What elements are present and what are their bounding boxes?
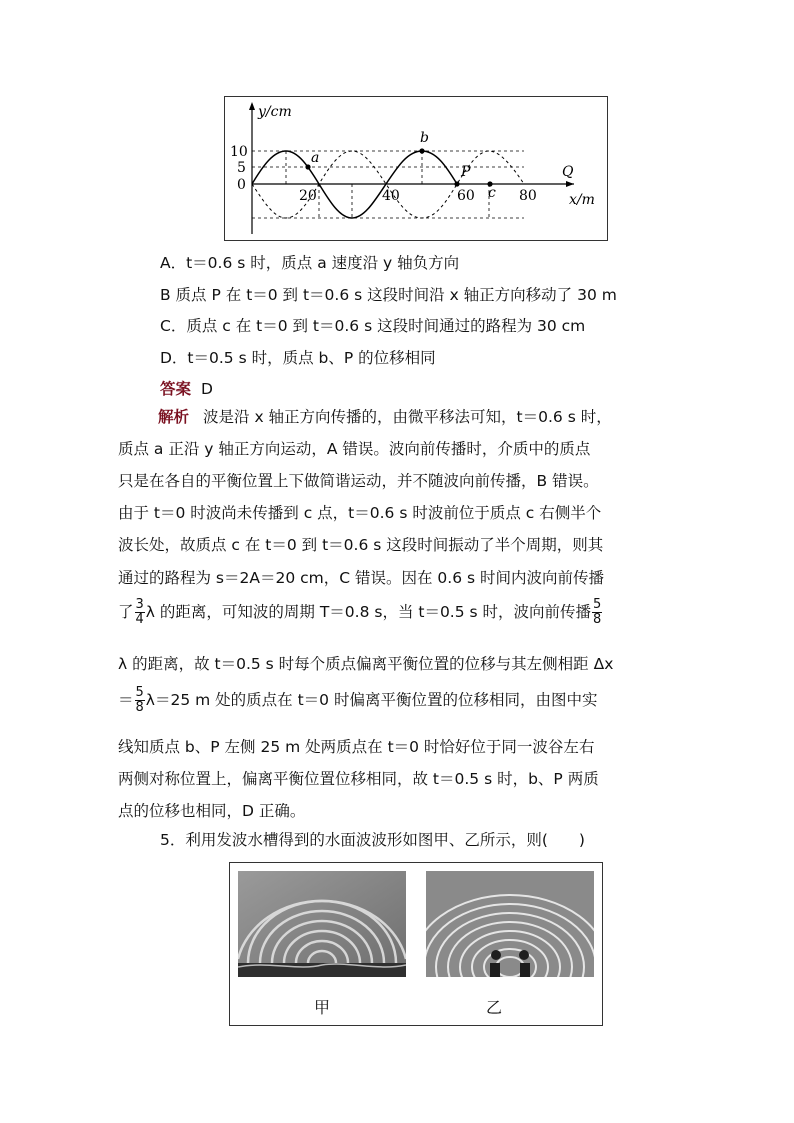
analysis-line-3: 只是在各自的平衡位置上下做简谐运动，并不随波向前传播，B 错误。 <box>118 472 599 490</box>
y-tick-10: 10 <box>230 144 248 160</box>
fraction-5-8 <box>592 598 602 627</box>
analysis-label: 解析 <box>158 408 190 426</box>
point-p-label: P <box>461 164 471 180</box>
frac-num: 5 <box>135 685 144 700</box>
point-b-dot <box>419 148 424 153</box>
y-tick-5: 5 <box>237 160 246 176</box>
x-axis-label: x/m <box>569 192 595 208</box>
analysis-line-4: 由于 t＝0 时波尚未传播到 c 点，t＝0.6 s 时波前位于质点 c 右侧半个 <box>118 504 602 522</box>
analysis-line-5: 波长处，故质点 c 在 t＝0 到 t＝0.6 s 这段时间振动了半个周期，则其 <box>118 536 604 554</box>
analysis-line-2: 质点 a 正沿 y 轴正方向运动，A 错误。波向前传播时，介质中的质点 <box>118 440 591 458</box>
option-d: D．t＝0.5 s 时，质点 b、P 的位移相同 <box>160 348 436 367</box>
analysis-line-10: 线知质点 b、P 左侧 25 m 处两质点在 t＝0 时恰好位于同一波谷左右 <box>118 738 595 756</box>
ripple-photo-left <box>238 871 406 977</box>
frac-num: 5 <box>593 597 602 612</box>
frac-num: 3 <box>135 597 144 612</box>
answer-line <box>160 374 680 406</box>
point-a-dot <box>305 164 310 169</box>
x-tick-20: 20 <box>299 188 317 204</box>
line7-prefix: 了 <box>118 603 134 621</box>
interference-photo-right <box>426 871 594 977</box>
caption-jia: 甲 <box>314 998 331 1017</box>
option-a: A．t＝0.6 s 时，质点 a 速度沿 y 轴负方向 <box>160 254 460 272</box>
analysis-line-9 <box>118 686 678 715</box>
y-tick-0: 0 <box>237 177 246 193</box>
analysis-line-7 <box>118 598 678 627</box>
caption-yi: 乙 <box>486 998 503 1017</box>
frac-den: 8 <box>135 700 144 715</box>
frac-den: 8 <box>593 612 602 627</box>
point-c-label: c <box>488 185 496 201</box>
point-q-label: Q <box>562 164 574 180</box>
analysis-line-6: 通过的路程为 s＝2A＝20 cm，C 错误。因在 0.6 s 时间内波向前传播 <box>118 569 604 587</box>
line7-text: λ 的距离，可知波的周期 T＝0.8 s，当 t＝0.5 s 时，波向前传播 <box>145 603 592 621</box>
x-tick-40: 40 <box>382 188 400 204</box>
point-p-dot <box>454 181 459 186</box>
point-b-label: b <box>420 130 429 146</box>
answer-value: D <box>201 380 213 398</box>
x-tick-80: 80 <box>519 188 537 204</box>
answer-label: 答案 <box>160 380 192 398</box>
frac-den: 4 <box>135 612 144 627</box>
fraction-5-8b <box>135 686 145 715</box>
fraction-3-4 <box>135 598 145 627</box>
wave-graph <box>224 96 608 241</box>
analysis-line-11: 两侧对称位置上，偏离平衡位置位移相同，故 t＝0.5 s 时，b、P 两质 <box>118 770 599 788</box>
analysis-line-1 <box>118 405 678 427</box>
line9-prefix: ＝ <box>118 691 134 709</box>
analysis-line-8: λ 的距离，故 t＝0.5 s 时每个质点偏离平衡位置的位移与其左侧相距 Δx <box>118 655 614 673</box>
option-b: B 质点 P 在 t＝0 到 t＝0.6 s 这段时间沿 x 轴正方向移动了 30 m <box>160 285 617 304</box>
water-wave-photos <box>229 862 603 1026</box>
option-c: C．质点 c 在 t＝0 到 t＝0.6 s 这段时间通过的路程为 30 cm <box>160 317 586 335</box>
x-tick-60: 60 <box>457 188 475 204</box>
line9-text: λ＝25 m 处的质点在 t＝0 时偏离平衡位置的位移相同，由图中实 <box>145 691 598 709</box>
question-5-text: 5．利用发波水槽得到的水面波波形如图甲、乙所示，则( ) <box>160 831 585 849</box>
analysis-text-1: 波是沿 x 轴正方向传播的，由微平移法可知，t＝0.6 s 时， <box>203 408 612 426</box>
point-a-label: a <box>311 150 320 166</box>
y-axis-label: y/cm <box>258 104 292 120</box>
analysis-line-12: 点的位移也相同，D 正确。 <box>118 802 306 820</box>
options-list <box>160 248 680 406</box>
